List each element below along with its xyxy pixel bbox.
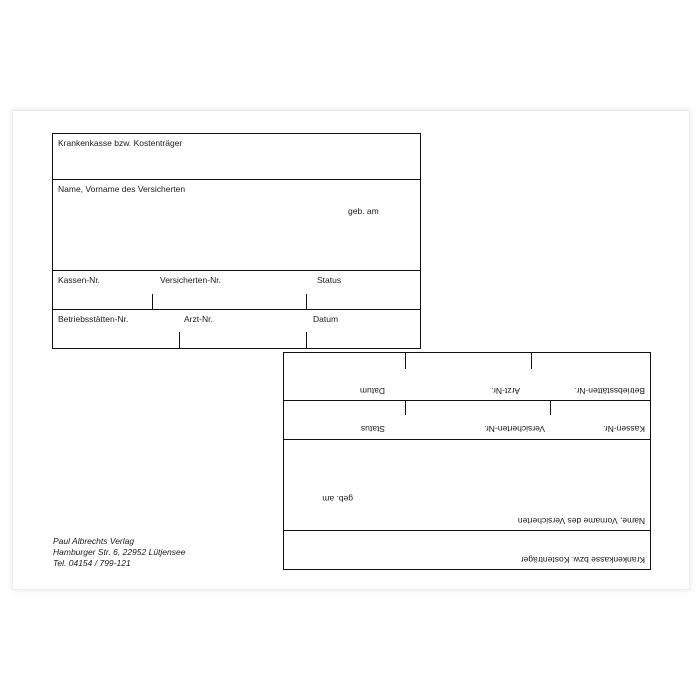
field-separator [306, 294, 307, 309]
insurer-label: Krankenkasse bzw. Kostenträger [520, 555, 645, 565]
site-number-label: Betriebsstätten-Nr. [58, 314, 129, 324]
insured-number-label: Versicherten-Nr. [160, 275, 221, 285]
divider [53, 309, 420, 310]
field-separator [152, 294, 153, 309]
insurance-form-upright [52, 133, 421, 349]
insurance-form-inverted [283, 352, 651, 570]
divider [53, 270, 420, 271]
status-label: Status [360, 424, 385, 434]
publisher-name: Paul Albrechts Verlag [53, 536, 135, 546]
field-separator [405, 352, 406, 369]
insured-number-label: Versicherten-Nr. [484, 424, 545, 434]
publisher-address: Hamburger Str. 6, 22952 Lütjensee [53, 547, 186, 557]
field-separator [405, 401, 406, 415]
publisher-imprint [53, 536, 185, 569]
fund-number-label: Kassen-Nr. [58, 275, 101, 285]
insured-name-label: Name, Vorname des Versicherten [58, 184, 186, 194]
date-label: Datum [359, 386, 385, 396]
field-separator [179, 332, 180, 349]
date-of-birth-label: geb. am [322, 494, 353, 504]
field-separator [306, 332, 307, 349]
divider [284, 400, 650, 401]
form-sheet [12, 110, 690, 590]
doctor-number-label: Arzt-Nr. [491, 386, 520, 396]
fund-number-label: Kassen-Nr. [602, 424, 645, 434]
insurer-label: Krankenkasse bzw. Kostenträger [58, 138, 183, 148]
publisher-phone: Tel. 04154 / 799-121 [53, 558, 131, 568]
divider [284, 530, 650, 531]
site-number-label: Betriebsstätten-Nr. [574, 386, 645, 396]
date-label: Datum [313, 314, 339, 324]
insured-name-label: Name, Vorname des Versicherten [517, 516, 645, 526]
status-label: Status [317, 275, 342, 285]
divider [284, 439, 650, 440]
divider [53, 179, 420, 180]
date-of-birth-label: geb. am [348, 206, 379, 216]
field-separator [550, 401, 551, 415]
field-separator [531, 352, 532, 369]
doctor-number-label: Arzt-Nr. [184, 314, 213, 324]
